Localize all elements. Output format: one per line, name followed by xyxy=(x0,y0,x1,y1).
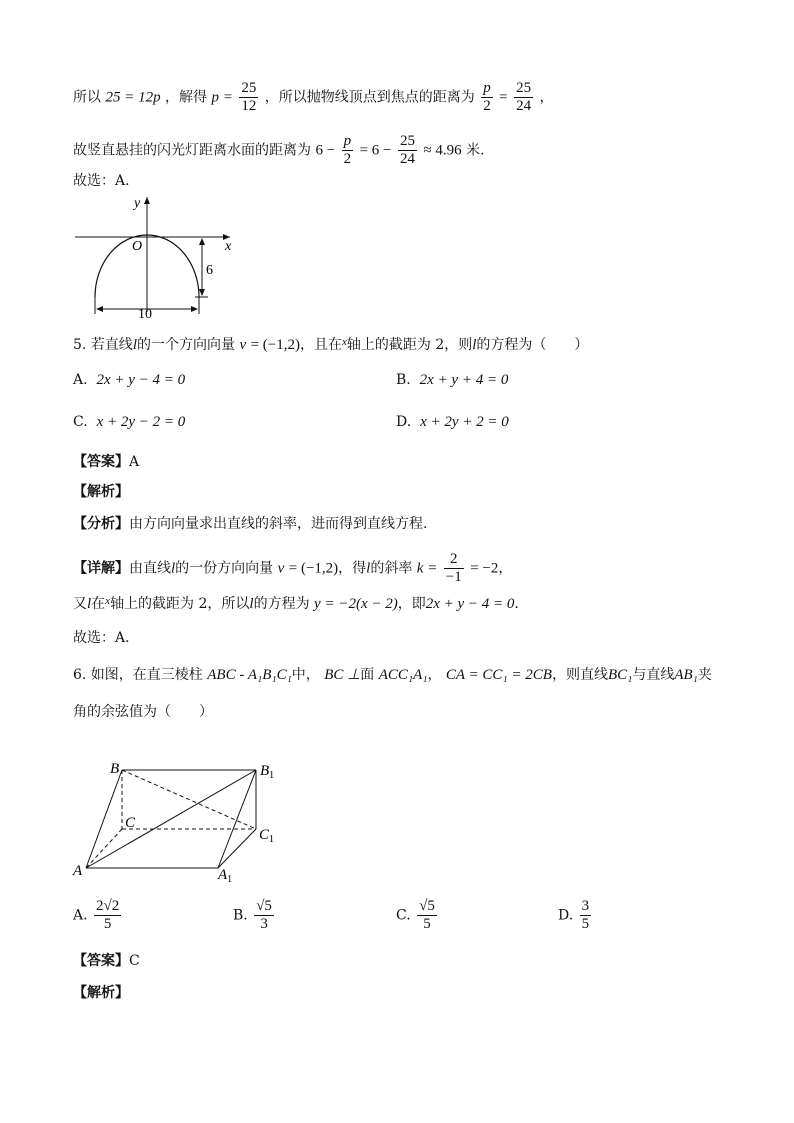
q5-solution-line xyxy=(73,591,519,614)
numerator: 2√2 xyxy=(96,898,120,914)
option-label: B. xyxy=(396,372,411,388)
denominator: 3 xyxy=(260,916,268,932)
fenxi-tag: 【分析】 xyxy=(73,516,129,532)
q6-option-b xyxy=(233,898,276,933)
vertex-a: A xyxy=(73,863,83,879)
text: 的一份方向向量 xyxy=(175,560,274,577)
vertex-b1: $B_1$ xyxy=(260,763,275,781)
equation: 25 = 12p xyxy=(105,89,161,106)
text: 的一个方向向量 xyxy=(136,337,235,353)
q6-option-d xyxy=(558,898,593,933)
vertex-b: B xyxy=(110,761,120,777)
denominator: 24 xyxy=(399,151,415,167)
option-label: C. xyxy=(73,414,88,430)
xiangjie-tag: 【详解】 xyxy=(73,560,129,577)
answer-value: A xyxy=(129,454,140,470)
text: ，则直线 xyxy=(551,667,608,683)
answer-tag: 【答案】 xyxy=(73,953,129,969)
answer-tag: 【答案】 xyxy=(73,454,129,470)
text: 6. 如图，在直三棱柱 xyxy=(73,667,203,683)
text: 故竖直悬挂的闪光灯距离水面的距离为 xyxy=(73,142,311,159)
numerator: 3 xyxy=(581,898,590,914)
analysis-tag: 【解析】 xyxy=(73,484,129,500)
vertex-c1: $C_1$ xyxy=(259,827,275,845)
text: 中， xyxy=(291,667,320,683)
option-text: 2x + y − 4 = 0 xyxy=(96,372,186,388)
text: ，所以抛物线顶点到焦点的距离为 xyxy=(264,89,475,106)
numerator: √5 xyxy=(419,898,435,914)
text: 的斜率 xyxy=(370,560,413,577)
numerator: 25 xyxy=(516,80,532,96)
line-ab1: AB₁ xyxy=(674,667,698,683)
numerator: 2 xyxy=(444,551,464,569)
text: 的方程为 xyxy=(253,596,310,612)
text: ，解得 xyxy=(165,89,208,106)
var-l: l xyxy=(171,560,176,577)
text: 与直线 xyxy=(632,667,675,683)
denominator: −1 xyxy=(445,569,462,585)
unit: 米. xyxy=(466,142,485,159)
q5-option-b xyxy=(396,372,508,389)
q6-option-a xyxy=(73,898,123,933)
equation: k = xyxy=(416,560,438,577)
numerator: p xyxy=(483,80,491,96)
text: 由直线 xyxy=(129,560,171,577)
denominator: 2 xyxy=(483,98,491,114)
fraction xyxy=(481,80,493,115)
q6-answer xyxy=(73,951,140,971)
text: 轴上的截距为 2，所以 xyxy=(110,596,250,612)
q6-option-c xyxy=(396,898,439,933)
q6-stem-line2: 角的余弦值为（ ） xyxy=(73,704,213,720)
text: ，即 xyxy=(397,596,426,612)
denominator: 24 xyxy=(516,98,532,114)
select-answer: 故选：A. xyxy=(73,173,130,189)
text: ，且在 xyxy=(299,337,342,353)
x-axis-label: x xyxy=(225,239,232,254)
fraction xyxy=(342,133,354,168)
text: 所以 xyxy=(73,89,101,106)
text: 轴上的截距为 2，则 xyxy=(346,337,473,353)
q6-stem xyxy=(73,665,712,685)
var-l: l xyxy=(132,337,137,353)
equation: ≈ 4.96 xyxy=(423,142,462,159)
vertex-a1: $A_1$ xyxy=(218,867,233,885)
text: . xyxy=(514,596,519,612)
solution-line-2 xyxy=(73,133,485,168)
fraction xyxy=(444,551,464,586)
equation: p = xyxy=(211,89,233,106)
text: 又 xyxy=(73,596,87,612)
option-text: 2x + y + 4 = 0 xyxy=(419,372,509,388)
condition: CA = CC₁ = 2CB xyxy=(445,667,552,683)
origin-label: O xyxy=(132,239,143,254)
q5-answer xyxy=(73,452,139,472)
denominator: 5 xyxy=(423,916,431,932)
perpendicular: BC ⊥ xyxy=(324,667,361,683)
fraction xyxy=(239,80,258,115)
var-l: l xyxy=(472,337,477,353)
text: ，得 xyxy=(338,560,367,577)
q5-analysis-tag xyxy=(73,482,129,502)
option-text: x + 2y + 2 = 0 xyxy=(420,414,509,430)
q5-stem xyxy=(73,332,588,355)
denominator: 5 xyxy=(581,916,590,932)
text: 的方程为（ ） xyxy=(476,337,589,353)
prism-name: ABC - A₁B₁C₁ xyxy=(207,667,292,683)
option-label: A. xyxy=(73,372,88,388)
prism-figure xyxy=(70,755,290,885)
equation: y = −2(x − 2) xyxy=(314,596,398,612)
fraction xyxy=(514,80,533,115)
denominator: 5 xyxy=(103,916,112,932)
var-l: l xyxy=(366,560,371,577)
fraction xyxy=(417,898,437,933)
height-label: 6 xyxy=(206,263,213,278)
denominator: 12 xyxy=(241,98,257,114)
fraction xyxy=(580,898,592,933)
fenxi-text: 由方向向量求出直线的斜率，进而得到直线方程. xyxy=(129,516,428,532)
q5-option-c xyxy=(73,414,185,431)
equation: = (−1,2) xyxy=(250,337,300,353)
option-text: x + 2y − 2 = 0 xyxy=(96,414,186,430)
q5-option-d xyxy=(396,414,509,431)
analysis-tag: 【解析】 xyxy=(73,985,129,1001)
line-bc1: BC₁ xyxy=(607,667,633,683)
face-name: ACC₁A₁ xyxy=(378,667,428,683)
equals: = xyxy=(499,89,508,106)
equation: = −2 xyxy=(470,560,499,577)
var-l: l xyxy=(249,596,254,612)
var-l: l xyxy=(87,596,92,612)
text: 夹 xyxy=(697,667,712,683)
option-label: D. xyxy=(396,414,412,430)
arch-figure xyxy=(70,192,240,322)
q5-fenxi xyxy=(73,514,427,534)
width-label: 10 xyxy=(138,307,152,322)
text: ， xyxy=(427,667,442,683)
q5-option-a xyxy=(73,372,185,389)
solution-line-1 xyxy=(73,80,554,115)
numerator: p xyxy=(343,133,352,149)
y-axis-label: y xyxy=(134,196,141,211)
fraction xyxy=(94,898,121,933)
var-x: x xyxy=(105,595,111,607)
text: 面 xyxy=(360,667,375,683)
fraction xyxy=(398,133,417,168)
vector-v: v xyxy=(277,560,285,577)
option-label: A. xyxy=(73,907,88,924)
q5-select: 故选：A. xyxy=(73,630,130,646)
answer-value: C xyxy=(129,953,140,969)
option-label: C. xyxy=(396,907,411,924)
var-x: x xyxy=(341,336,347,348)
vertex-c: C xyxy=(125,815,136,831)
option-label: D. xyxy=(558,907,574,924)
equation: = 6 − xyxy=(359,142,392,159)
option-label: B. xyxy=(233,907,248,924)
text: ， xyxy=(539,89,554,106)
text: 在 xyxy=(91,596,106,612)
equation: 6 − xyxy=(315,142,336,159)
numerator: 25 xyxy=(399,133,415,149)
q5-xiangjie xyxy=(73,551,512,586)
numerator: 25 xyxy=(241,80,257,96)
denominator: 2 xyxy=(343,151,352,167)
numerator: √5 xyxy=(256,898,272,914)
text: 5. 若直线 xyxy=(73,337,133,353)
text: ， xyxy=(498,560,513,577)
vector-v: v xyxy=(239,337,247,353)
q6-analysis-tag xyxy=(73,983,129,1003)
equation: = (−1,2) xyxy=(288,560,339,577)
equation: 2x + y − 4 = 0 xyxy=(425,596,515,612)
fraction xyxy=(254,898,274,933)
